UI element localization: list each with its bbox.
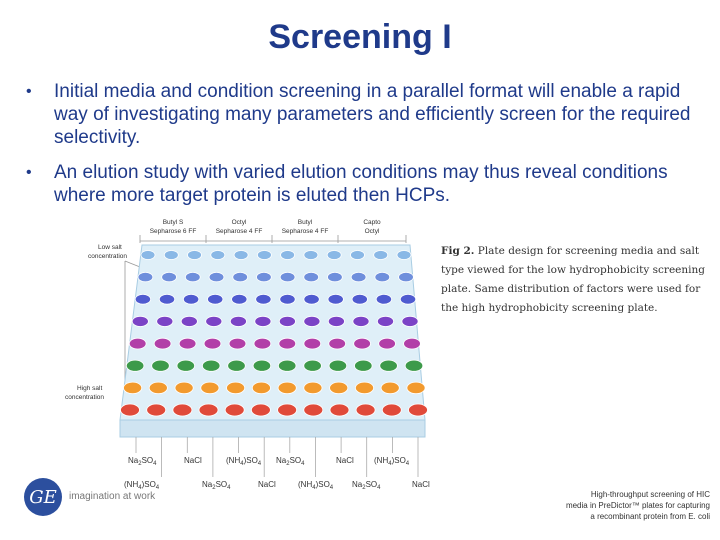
plate-well [330,382,348,394]
column-label-1b: Sepharose 6 FF [149,228,197,235]
plate-well [376,294,391,304]
salt-label: $(NH_4)SO_4$ [124,480,160,491]
plate-well [304,338,321,349]
plate-well [382,404,401,416]
figure-caption [441,242,716,318]
column-label-1a: Butyl S [162,219,184,226]
plate-edge [120,420,425,437]
salt-labels [124,456,430,491]
plate-well [400,294,415,304]
plate-well [402,316,418,326]
plate-well [278,404,297,416]
plate-well [162,272,177,281]
low-salt-label-a: Low salt [98,244,122,251]
plate-well [354,338,371,349]
plate-well [202,360,220,371]
plate-well [404,338,421,349]
plate-well [188,251,202,260]
plate-well [256,294,271,304]
plate-well [278,382,296,394]
plate-well [211,251,225,260]
plate-well [304,294,319,304]
plate-well [230,316,246,326]
plate-well [126,360,144,371]
plate-well [304,272,319,281]
plate-well [380,360,398,371]
plate-well [279,338,296,349]
plate-well [257,272,272,281]
plate-well [374,251,388,260]
caption-text: Plate design for screening media and salt type viewed for the low hydrophobicity screening plate. Same distribution of factors were used for the high hydrophobicity screening plate. [441,245,705,314]
column-label-4a: Capto [363,219,381,226]
plate-well [328,294,343,304]
plate-well [280,294,295,304]
plate-well [351,272,366,281]
plate-well [181,316,197,326]
salt-label: NaCl [184,456,202,465]
plate-well [185,272,200,281]
plate-well [304,360,322,371]
salt-label: $(NH_4)SO_4$ [226,456,262,467]
plate-well [132,316,148,326]
plate-well [304,251,318,260]
high-salt-label-b: concentration [65,394,105,401]
plate-well [407,382,425,394]
plate-well [397,251,411,260]
plate-well [279,316,295,326]
plate-well [157,316,173,326]
plate-well [251,404,270,416]
bullet-text: Initial media and condition screening in a parallel format will enable a rapid way of investigating many parameters and efficiently screen for the required selectivity. [54,81,691,148]
salt-label: $Na_2SO_4$ [128,456,157,467]
plate-well [225,404,244,416]
plate-well [234,251,248,260]
salt-label: $Na_2SO_4$ [276,456,305,467]
plate-well [304,316,320,326]
plate-well [330,404,349,416]
slide-title: Screening I [268,18,452,56]
bullet-dot: • [26,83,32,100]
plate-well [351,251,365,260]
plate-body [120,245,425,420]
plate-well [138,272,153,281]
plate-well [353,316,369,326]
column-label-3b: Sepharose 4 FF [281,228,329,235]
reference-line: a recombinant protein from E. coli [590,512,710,521]
plate-well [278,360,296,371]
plate-well [405,360,423,371]
plate-well [355,360,373,371]
high-salt-label-a: High salt [77,385,103,392]
bullet-list [26,80,706,219]
tagline: imagination at work [69,491,156,502]
plate-well [328,272,343,281]
reference-note [510,489,710,522]
reference-line: media in PreDictor™ plates for capturing [565,501,710,510]
plate-well [381,382,399,394]
plate-well [409,404,428,416]
plate-well [356,404,375,416]
column-label-4b: Octyl [364,228,380,235]
plate-well [229,338,246,349]
plate-well [252,382,270,394]
plate-well [379,338,396,349]
salt-label: NaCl [412,480,430,489]
plate-well [227,382,245,394]
plate-well [233,272,248,281]
plate-well [204,338,221,349]
plate-well [281,251,295,260]
column-label-3a: Butyl [297,219,313,226]
plate-well [173,404,192,416]
plate-well [209,272,224,281]
column-label-2b: Sepharose 4 FF [215,228,263,235]
plate-well [147,404,166,416]
plate-well [253,360,271,371]
salt-label: $Na_2SO_4$ [352,480,381,491]
salt-label: NaCl [336,456,354,465]
salt-label: $(NH_4)SO_4$ [374,456,410,467]
salt-label: $Na_2SO_4$ [202,480,231,491]
plate-well [329,338,346,349]
plate-header [140,219,406,243]
plate-well [152,360,170,371]
low-salt-label-b: concentration [88,253,128,260]
caption-label: Fig 2. [441,245,475,257]
plate-well [257,251,271,260]
plate-well [327,251,341,260]
plate-well [377,316,393,326]
column-label-2a: Octyl [231,219,247,226]
ge-logo: GE [24,478,62,516]
plate-well [177,360,195,371]
reference-line: High-throughput screening of HIC [590,490,710,499]
plate-well [135,294,150,304]
plate-well [399,272,414,281]
plate-well [175,382,193,394]
plate-well [121,404,140,416]
plate-well [154,338,171,349]
plate-well [232,294,247,304]
plate-well [352,294,367,304]
plate-well [164,251,178,260]
plate-well [228,360,246,371]
plate-well [280,272,295,281]
plate-svg [65,215,440,495]
plate-well [328,316,344,326]
plate-well [149,382,167,394]
plate-well [304,404,323,416]
plate-well [199,404,218,416]
plate-well [329,360,347,371]
plate-well [183,294,198,304]
bullet-item [26,161,706,207]
plate-well [179,338,196,349]
plate-well [201,382,219,394]
plate-well [206,316,222,326]
plate-well [129,338,146,349]
bullet-item [26,80,706,149]
plate-well [159,294,174,304]
bullet-text: An elution study with varied elution conditions may thus reveal conditions where more target protein is eluted then HCPs. [54,162,668,206]
bullet-dot: • [26,164,32,181]
plate-well [254,338,271,349]
plate-figure [65,215,440,495]
plate-well [255,316,271,326]
plate-well [124,382,142,394]
plate-well [304,382,322,394]
plate-well [208,294,223,304]
plate-well [355,382,373,394]
salt-label: $(NH_4)SO_4$ [298,480,334,491]
plate-well [141,251,155,260]
plate-well [375,272,390,281]
salt-label: NaCl [258,480,276,489]
